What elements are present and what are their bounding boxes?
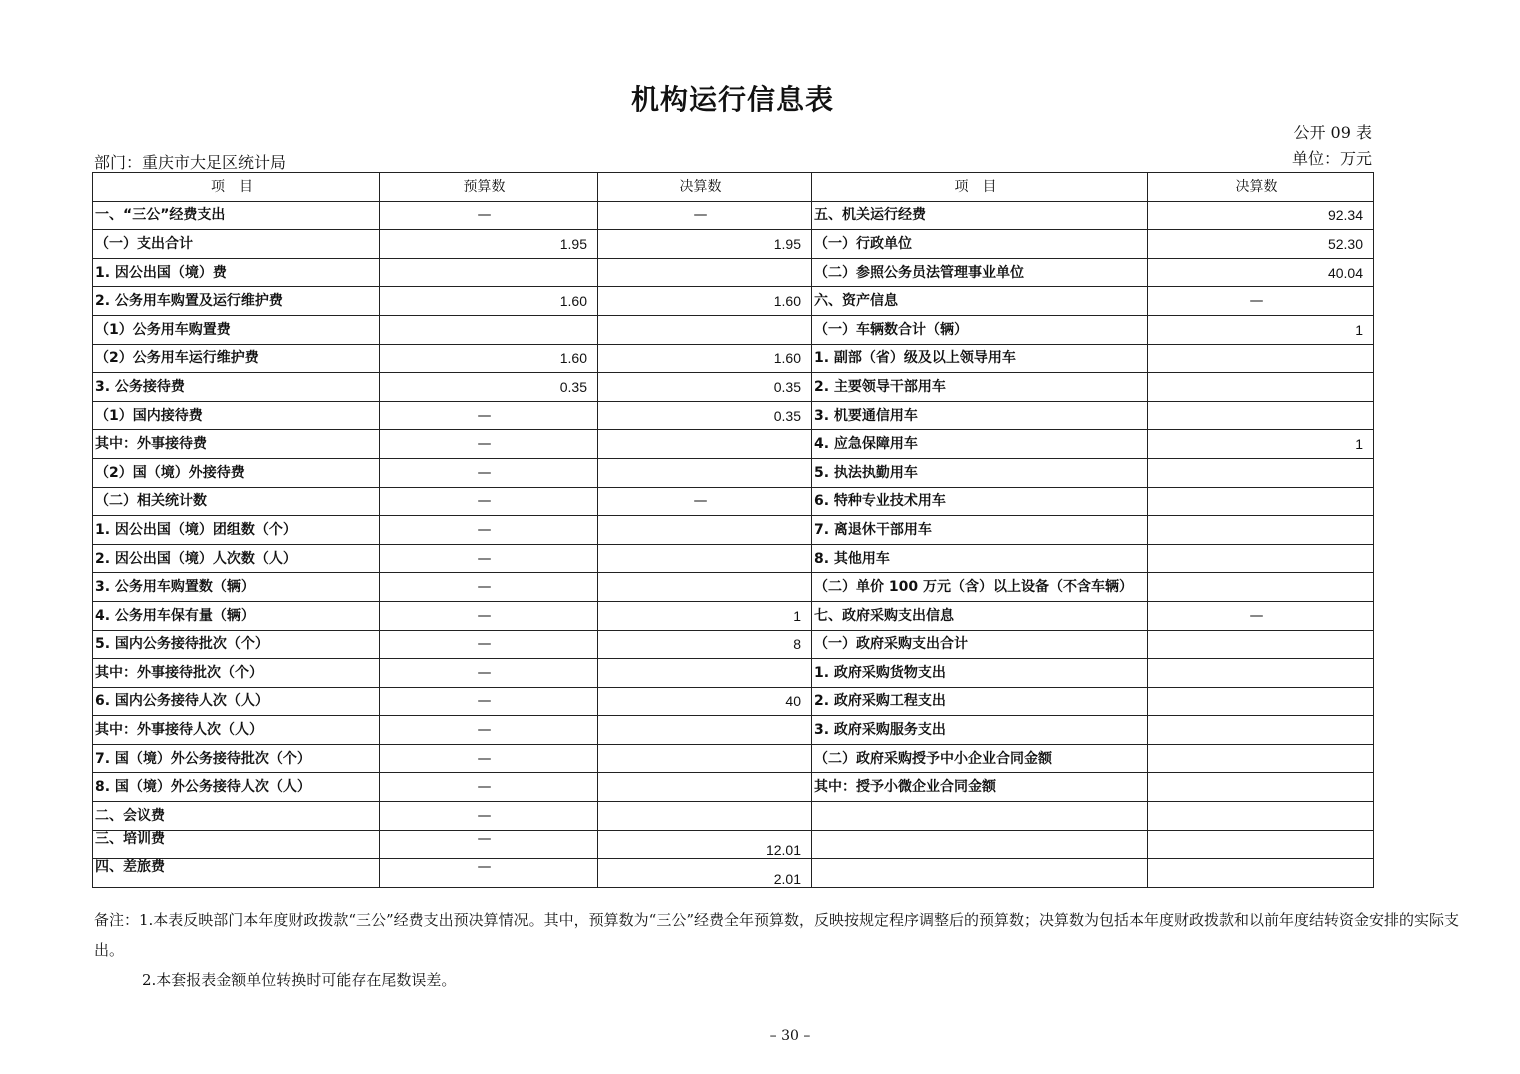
table-row — [93, 430, 1374, 459]
table-header-row — [93, 173, 1374, 202]
row-label: 其中：外事接待批次（个） — [93, 659, 380, 688]
table-row — [93, 315, 1374, 344]
final-value: 0.35 — [598, 373, 812, 402]
right-final-value — [1148, 344, 1374, 373]
final-value — [598, 458, 812, 487]
table-row — [93, 487, 1374, 516]
table-row — [93, 516, 1374, 545]
table-row — [93, 258, 1374, 287]
right-label: 其中：授予小微企业合同金额 — [812, 773, 1148, 802]
final-value — [598, 744, 812, 773]
final-value: 1 — [598, 601, 812, 630]
table-row — [93, 373, 1374, 402]
right-final-value — [1148, 687, 1374, 716]
right-label: （一）行政单位 — [812, 230, 1148, 259]
table-row — [93, 287, 1374, 316]
right-final-value — [1148, 487, 1374, 516]
row-label: 1. 因公出国（境）费 — [93, 258, 380, 287]
right-final-value: 1 — [1148, 315, 1374, 344]
row-label: 一、“三公”经费支出 — [93, 201, 380, 230]
right-label: 六、资产信息 — [812, 287, 1148, 316]
row-label: 其中：外事接待人次（人） — [93, 716, 380, 745]
right-label: 4. 应急保障用车 — [812, 430, 1148, 459]
right-label: 8. 其他用车 — [812, 544, 1148, 573]
right-final-value: 52.30 — [1148, 230, 1374, 259]
final-value: 2.01 — [598, 859, 812, 888]
final-value: 8 — [598, 630, 812, 659]
table-row — [93, 830, 1374, 859]
right-label: 七、政府采购支出信息 — [812, 601, 1148, 630]
budget-value: — — [380, 859, 598, 888]
right-final-value: — — [1148, 601, 1374, 630]
right-final-value: 92.34 — [1148, 201, 1374, 230]
row-label: 7. 国（境）外公务接待批次（个） — [93, 744, 380, 773]
header-left-item: 项 目 — [93, 173, 380, 202]
budget-value — [380, 258, 598, 287]
final-value — [598, 315, 812, 344]
budget-value: — — [380, 430, 598, 459]
table-row — [93, 401, 1374, 430]
table-row — [93, 630, 1374, 659]
final-value: — — [598, 487, 812, 516]
final-value: 12.01 — [598, 830, 812, 859]
right-final-value — [1148, 659, 1374, 688]
budget-value: — — [380, 659, 598, 688]
note-1: 备注：1.本表反映部门本年度财政拨款“三公”经费支出预决算情况。其中，预算数为“三公”经费全年预算数，反映按规定程序调整后的预算数；决算数为包括本年度财政拨款和以前年度结转资金安排的实际支出。 — [94, 911, 1459, 959]
right-final-value — [1148, 716, 1374, 745]
budget-value: — — [380, 773, 598, 802]
right-label: （一）政府采购支出合计 — [812, 630, 1148, 659]
row-label: 其中：外事接待费 — [93, 430, 380, 459]
final-value — [598, 516, 812, 545]
budget-value: — — [380, 716, 598, 745]
right-final-value — [1148, 573, 1374, 602]
right-final-value — [1148, 401, 1374, 430]
header-right-item: 项 目 — [812, 173, 1148, 202]
right-final-value — [1148, 458, 1374, 487]
note-2: 2.本套报表金额单位转换时可能存在尾数误差。 — [142, 971, 457, 989]
right-label — [812, 859, 1148, 888]
table-row — [93, 687, 1374, 716]
budget-value: — — [380, 516, 598, 545]
final-value: — — [598, 201, 812, 230]
final-value — [598, 544, 812, 573]
table-row — [93, 744, 1374, 773]
budget-value: — — [380, 401, 598, 430]
table-row — [93, 458, 1374, 487]
right-final-value — [1148, 373, 1374, 402]
row-label: 四、差旅费 — [93, 859, 380, 888]
final-value — [598, 573, 812, 602]
final-value: 1.60 — [598, 287, 812, 316]
right-label: 2. 政府采购工程支出 — [812, 687, 1148, 716]
row-label: 6. 国内公务接待人次（人） — [93, 687, 380, 716]
table-row — [93, 201, 1374, 230]
row-label: 二、会议费 — [93, 802, 380, 831]
right-final-value: — — [1148, 287, 1374, 316]
header-final-right: 决算数 — [1148, 173, 1374, 202]
right-final-value: 1 — [1148, 430, 1374, 459]
unit-label: 单位：万元 — [1291, 149, 1372, 168]
table-row — [93, 601, 1374, 630]
table-row — [93, 716, 1374, 745]
right-label: 1. 副部（省）级及以上领导用车 — [812, 344, 1148, 373]
table-row — [93, 773, 1374, 802]
row-label: （2）国（境）外接待费 — [93, 458, 380, 487]
final-value: 1.95 — [598, 230, 812, 259]
budget-value: — — [380, 687, 598, 716]
row-label: （1）公务用车购置费 — [93, 315, 380, 344]
right-label — [812, 802, 1148, 831]
final-value — [598, 716, 812, 745]
final-value: 0.35 — [598, 401, 812, 430]
right-final-value: 40.04 — [1148, 258, 1374, 287]
row-label: （1）国内接待费 — [93, 401, 380, 430]
right-final-value — [1148, 744, 1374, 773]
budget-value: — — [380, 744, 598, 773]
page-number: – 30 – — [769, 1028, 811, 1044]
row-label: 2. 因公出国（境）人次数（人） — [93, 544, 380, 573]
budget-value: — — [380, 544, 598, 573]
final-value: 1.60 — [598, 344, 812, 373]
page-title: 机构运行信息表 — [630, 83, 834, 116]
right-label: 5. 执法执勤用车 — [812, 458, 1148, 487]
budget-value: — — [380, 458, 598, 487]
row-label: （一）支出合计 — [93, 230, 380, 259]
table-number: 公开 09 表 — [1293, 123, 1372, 142]
row-label: 1. 因公出国（境）团组数（个） — [93, 516, 380, 545]
table-row — [93, 344, 1374, 373]
row-label: 4. 公务用车保有量（辆） — [93, 601, 380, 630]
row-label: 2. 公务用车购置及运行维护费 — [93, 287, 380, 316]
right-label: 五、机关运行经费 — [812, 201, 1148, 230]
row-label: 3. 公务用车购置数（辆） — [93, 573, 380, 602]
right-label — [812, 830, 1148, 859]
right-label: （二）政府采购授予中小企业合同金额 — [812, 744, 1148, 773]
final-value — [598, 802, 812, 831]
budget-value: — — [380, 802, 598, 831]
right-label: 6. 特种专业技术用车 — [812, 487, 1148, 516]
right-final-value — [1148, 544, 1374, 573]
row-label: 5. 国内公务接待批次（个） — [93, 630, 380, 659]
final-value — [598, 258, 812, 287]
budget-value: 1.60 — [380, 344, 598, 373]
right-label: （一）车辆数合计（辆） — [812, 315, 1148, 344]
budget-value: — — [380, 630, 598, 659]
budget-value: 0.35 — [380, 373, 598, 402]
budget-value: — — [380, 201, 598, 230]
budget-value: — — [380, 573, 598, 602]
right-label: 1. 政府采购货物支出 — [812, 659, 1148, 688]
budget-value: 1.60 — [380, 287, 598, 316]
row-label: 三、培训费 — [93, 830, 380, 859]
right-final-value — [1148, 773, 1374, 802]
final-value — [598, 659, 812, 688]
right-final-value — [1148, 516, 1374, 545]
budget-value: — — [380, 830, 598, 859]
right-final-value — [1148, 830, 1374, 859]
budget-value: 1.95 — [380, 230, 598, 259]
right-final-value — [1148, 630, 1374, 659]
budget-value — [380, 315, 598, 344]
department-label: 部门：重庆市大足区统计局 — [94, 153, 287, 172]
header-final-left: 决算数 — [598, 173, 812, 202]
row-label: （二）相关统计数 — [93, 487, 380, 516]
right-final-value — [1148, 859, 1374, 888]
right-label: 3. 政府采购服务支出 — [812, 716, 1148, 745]
final-value — [598, 773, 812, 802]
table-row — [93, 230, 1374, 259]
budget-value: — — [380, 601, 598, 630]
header-budget: 预算数 — [380, 173, 598, 202]
row-label: 8. 国（境）外公务接待人次（人） — [93, 773, 380, 802]
budget-value: — — [380, 487, 598, 516]
final-value: 40 — [598, 687, 812, 716]
right-label: （二）参照公务员法管理事业单位 — [812, 258, 1148, 287]
notes-section — [94, 905, 1486, 995]
info-table — [92, 172, 1374, 888]
right-label: 3. 机要通信用车 — [812, 401, 1148, 430]
row-label: 3. 公务接待费 — [93, 373, 380, 402]
table-row — [93, 544, 1374, 573]
row-label: （2）公务用车运行维护费 — [93, 344, 380, 373]
table-row — [93, 573, 1374, 602]
right-label: 2. 主要领导干部用车 — [812, 373, 1148, 402]
table-row — [93, 802, 1374, 831]
final-value — [598, 430, 812, 459]
right-label: 7. 离退休干部用车 — [812, 516, 1148, 545]
right-final-value — [1148, 802, 1374, 831]
table-row — [93, 659, 1374, 688]
right-label: （二）单价 100 万元（含）以上设备（不含车辆） — [812, 573, 1148, 602]
table-row — [93, 859, 1374, 888]
